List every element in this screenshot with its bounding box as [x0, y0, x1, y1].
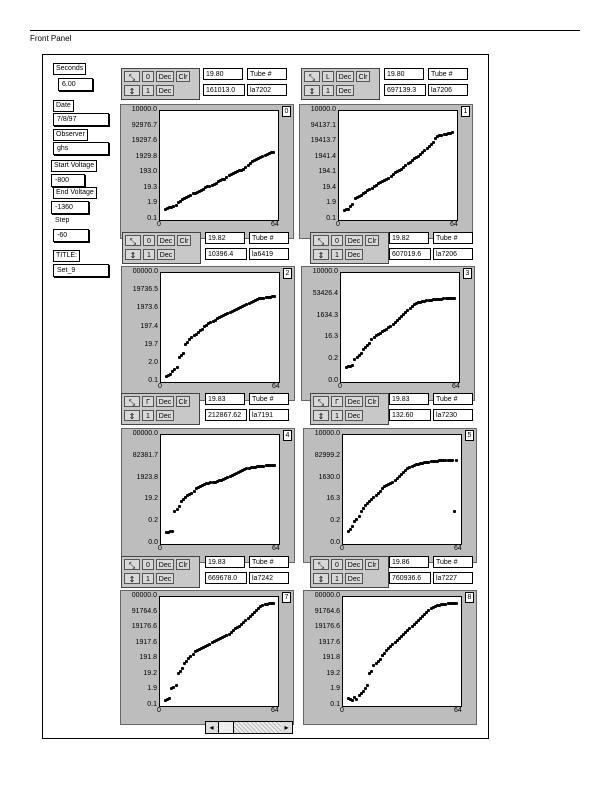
page-title: Front Panel: [30, 34, 72, 43]
y-tick-label: 0.0: [328, 377, 338, 384]
toolbar-button[interactable]: 0: [331, 235, 343, 246]
toolbar-button[interactable]: 1: [142, 573, 154, 584]
x-tick-label: 0: [338, 383, 342, 390]
graph-toolbar: [121, 393, 200, 425]
y-tick-label: 19.4: [322, 183, 336, 191]
data-point: [451, 459, 454, 462]
data-point: [360, 510, 363, 513]
data-point: [351, 203, 354, 206]
tube-label: Tube #: [433, 393, 473, 405]
data-point: [379, 658, 382, 661]
pan-icon[interactable]: ⇕: [313, 410, 329, 421]
graph-toolbar: [310, 232, 389, 264]
y-tick-label: 0.1: [147, 215, 157, 222]
y-tick-label: 0.1: [326, 215, 336, 222]
pan-icon[interactable]: ⇕: [124, 85, 140, 96]
toolbar-button[interactable]: L: [322, 71, 334, 82]
tube-label: Tube #: [249, 556, 289, 568]
x-tick-label: 0: [158, 545, 162, 552]
y-tick-label: 91764.6: [131, 607, 157, 615]
title-input[interactable]: Set_9: [53, 264, 109, 277]
graph-chart: [299, 104, 473, 239]
toolbar-button[interactable]: 1: [331, 410, 343, 421]
toolbar-button[interactable]: 1: [322, 85, 334, 96]
y-tick-label: 19.2: [144, 495, 158, 503]
x-tick-label: 64: [450, 221, 458, 228]
data-point: [358, 515, 361, 518]
data-point: [362, 690, 365, 693]
zoom-icon[interactable]: ⤡: [124, 71, 140, 82]
graph-index: 2: [283, 268, 292, 279]
y-tick-label: 1.9: [147, 199, 157, 207]
y-tick-label: 82381.7: [132, 451, 158, 459]
pan-icon[interactable]: ⇕: [304, 85, 320, 96]
date-input[interactable]: 7/8/97: [53, 113, 109, 126]
reading-field[interactable]: 10396.4: [205, 248, 247, 260]
data-point: [451, 131, 454, 134]
y-tick-label: 1.9: [330, 685, 340, 693]
graph-toolbar: [121, 556, 200, 588]
tube-id-field[interactable]: la7191: [249, 409, 289, 421]
y-tick-label: 19.2: [143, 669, 157, 677]
y-tick-label: 82999.2: [314, 451, 340, 459]
y-tick-label: 191.8: [322, 654, 340, 662]
tube-id-field[interactable]: la7230: [433, 409, 473, 421]
toolbar-button[interactable]: Clr: [176, 396, 190, 407]
y-tick-label: 1.9: [147, 685, 157, 693]
reading-field[interactable]: 760936.6: [389, 572, 431, 584]
header-rule: [30, 30, 580, 31]
x-tick-label: 0: [157, 221, 161, 228]
toolbar-button[interactable]: Dec: [156, 396, 174, 407]
date-label: Date: [53, 100, 74, 112]
plot-area: [160, 272, 280, 383]
y-tick-label: 00000.0: [131, 592, 157, 599]
data-point: [355, 698, 358, 701]
graph-index: 7: [282, 592, 291, 603]
y-tick-label: 0.2: [148, 517, 158, 525]
tube-label: Tube #: [249, 393, 289, 405]
y-tick-label: 19.7: [144, 340, 158, 348]
y-tick-label: 10000.0: [131, 106, 157, 113]
graph-index: 8: [465, 592, 474, 603]
data-point: [272, 602, 275, 605]
graph-chart: [120, 590, 294, 725]
y-tick-label: 1929.8: [135, 152, 157, 160]
step-input[interactable]: -60: [53, 229, 89, 242]
y-tick-label: 94137.1: [310, 121, 336, 129]
tube-id-field[interactable]: la7206: [433, 248, 473, 260]
y-tick-label: 53426.4: [312, 289, 338, 297]
reading-field[interactable]: 669678.0: [205, 572, 247, 584]
x-tick-label: 64: [454, 707, 462, 714]
plot-area: [159, 110, 279, 221]
data-point: [455, 459, 458, 462]
toolbar-button[interactable]: Dec: [345, 559, 363, 570]
tube-id-field[interactable]: la7206: [428, 84, 468, 96]
plot-area: [338, 110, 458, 221]
toolbar-button[interactable]: 0: [143, 235, 155, 246]
scroll-thumb[interactable]: [218, 722, 234, 733]
data-point: [364, 687, 367, 690]
data-point: [175, 684, 178, 687]
graph-index: 0: [282, 106, 291, 117]
plot-area: [159, 596, 279, 707]
y-tick-label: 0.1: [148, 377, 158, 384]
y-tick-label: 194.1: [318, 168, 336, 176]
y-tick-label: 91764.6: [314, 607, 340, 615]
y-tick-label: 19736.5: [132, 286, 158, 294]
x-tick-label: 0: [340, 545, 344, 552]
y-tick-label: 1941.4: [314, 152, 336, 160]
reading-field[interactable]: 697139.3: [384, 84, 426, 96]
graph-chart: [120, 104, 294, 239]
zoom-icon[interactable]: ⤡: [313, 559, 329, 570]
x-tick-label: 0: [336, 221, 340, 228]
tube-label: Tube #: [249, 232, 289, 244]
toolbar-button[interactable]: Dec: [336, 85, 354, 96]
reading-field[interactable]: 607019.6: [389, 248, 431, 260]
graph-toolbar: [301, 68, 380, 100]
y-tick-label: 92976.7: [131, 121, 157, 129]
tube-label: Tube #: [428, 68, 468, 80]
data-point: [181, 667, 184, 670]
time-field[interactable]: 19.86: [389, 556, 429, 568]
x-tick-label: 0: [158, 383, 162, 390]
plot-area: [342, 434, 462, 545]
data-point: [272, 151, 275, 154]
data-point: [351, 525, 354, 528]
data-point: [360, 352, 363, 355]
pan-icon[interactable]: ⇕: [124, 410, 140, 421]
horizontal-scrollbar[interactable]: [205, 721, 293, 734]
data-point: [368, 342, 371, 345]
observer-label: Observer: [53, 129, 88, 141]
x-tick-label: 64: [271, 221, 279, 228]
data-point: [178, 505, 181, 508]
toolbar-button[interactable]: Dec: [156, 85, 174, 96]
toolbar-button[interactable]: Clr: [365, 396, 379, 407]
toolbar-button[interactable]: Dec: [156, 71, 174, 82]
seconds-label: Seconds: [53, 63, 86, 75]
time-field[interactable]: 19.82: [205, 232, 245, 244]
data-point: [179, 670, 182, 673]
y-tick-label: 10000.0: [310, 106, 336, 113]
graph-chart: [121, 428, 295, 563]
data-point: [175, 204, 178, 207]
tube-label: Tube #: [433, 232, 473, 244]
toolbar-button[interactable]: 1: [331, 249, 343, 260]
y-tick-label: 00000.0: [132, 430, 158, 437]
reading-field[interactable]: 161013.0: [203, 84, 245, 96]
data-point: [355, 518, 358, 521]
y-tick-label: 00000.0: [132, 268, 158, 275]
pan-icon[interactable]: ⇕: [313, 573, 329, 584]
toolbar-button[interactable]: Γ: [331, 396, 343, 407]
toolbar-button[interactable]: Dec: [345, 249, 363, 260]
x-tick-label: 0: [157, 707, 161, 714]
tube-id-field[interactable]: la7242: [249, 572, 289, 584]
plot-area: [340, 272, 460, 383]
y-tick-label: 19297.6: [131, 137, 157, 145]
end-voltage-input[interactable]: -1360: [51, 201, 89, 214]
step-label: Step: [55, 217, 70, 224]
x-tick-label: 64: [272, 545, 280, 552]
data-point: [176, 508, 179, 511]
x-tick-label: 0: [340, 707, 344, 714]
data-point: [171, 530, 174, 533]
toolbar-button[interactable]: Dec: [345, 235, 363, 246]
toolbar-button[interactable]: 1: [142, 85, 154, 96]
reading-field[interactable]: 212867.62: [205, 409, 247, 421]
data-point: [453, 510, 456, 513]
y-tick-label: 1923.8: [136, 473, 158, 481]
graph-index: 1: [461, 106, 470, 117]
toolbar-button[interactable]: Dec: [345, 396, 363, 407]
toolbar-button[interactable]: 0: [142, 71, 154, 82]
graph-index: 3: [463, 268, 472, 279]
data-point: [366, 684, 369, 687]
zoom-icon[interactable]: ⤡: [124, 559, 140, 570]
zoom-icon[interactable]: ⤡: [313, 235, 329, 246]
y-tick-label: 19176.6: [131, 623, 157, 631]
y-tick-label: 00000.0: [314, 592, 340, 599]
data-point: [370, 670, 373, 673]
toolbar-button[interactable]: Dec: [156, 410, 174, 421]
reading-field[interactable]: 132.60: [389, 409, 431, 421]
data-point: [169, 373, 172, 376]
tube-id-field[interactable]: la7227: [433, 572, 473, 584]
data-point: [185, 660, 188, 663]
graph-chart: [301, 266, 475, 401]
data-point: [347, 208, 350, 211]
data-point: [186, 341, 189, 344]
y-tick-label: 1630.0: [318, 473, 340, 481]
toolbar-button[interactable]: Clr: [365, 235, 379, 246]
observer-input[interactable]: ghs: [53, 142, 109, 155]
toolbar-button[interactable]: Dec: [156, 559, 174, 570]
scroll-left-icon[interactable]: ◂: [206, 722, 217, 733]
graph-toolbar: [121, 68, 200, 100]
x-tick-label: 64: [452, 383, 460, 390]
y-tick-label: 0.1: [330, 701, 340, 708]
y-tick-label: 10000.0: [314, 430, 340, 437]
time-field[interactable]: 19.80: [384, 68, 424, 80]
data-point: [432, 141, 435, 144]
toolbar-button[interactable]: Γ: [142, 396, 154, 407]
graph-index: 4: [283, 430, 292, 441]
toolbar-button[interactable]: Dec: [157, 235, 175, 246]
time-field[interactable]: 19.83: [205, 556, 245, 568]
data-point: [351, 364, 354, 367]
y-tick-label: 2.0: [148, 358, 158, 366]
y-tick-label: 197.4: [140, 322, 158, 330]
toolbar-button[interactable]: 1: [331, 573, 343, 584]
time-field[interactable]: 19.82: [389, 232, 429, 244]
y-tick-label: 16.3: [324, 333, 338, 341]
seconds-input[interactable]: 6.00: [58, 78, 93, 91]
tube-label: Tube #: [247, 68, 287, 80]
data-point: [362, 507, 365, 510]
y-tick-label: 1.9: [326, 199, 336, 207]
toolbar-button[interactable]: Clr: [177, 235, 191, 246]
tube-label: Tube #: [433, 556, 473, 568]
toolbar-button[interactable]: Dec: [345, 573, 363, 584]
data-point: [349, 528, 352, 531]
toolbar-button[interactable]: Clr: [356, 71, 370, 82]
y-tick-label: 0.0: [148, 539, 158, 546]
toolbar-button[interactable]: 0: [142, 559, 154, 570]
start-voltage-input[interactable]: -800: [51, 174, 85, 187]
data-point: [273, 295, 276, 298]
data-point: [453, 297, 456, 300]
graph-toolbar: [310, 393, 389, 425]
y-tick-label: 10000.0: [312, 268, 338, 275]
y-tick-label: 1973.6: [136, 304, 158, 312]
plot-area: [160, 434, 280, 545]
y-tick-label: 0.2: [330, 517, 340, 525]
start-voltage-label: Start Voltage: [51, 160, 97, 172]
toolbar-button[interactable]: Clr: [176, 71, 190, 82]
toolbar-button[interactable]: Dec: [157, 249, 175, 260]
toolbar-button[interactable]: Clr: [365, 559, 379, 570]
toolbar-button[interactable]: Dec: [336, 71, 354, 82]
graph-toolbar: [122, 232, 201, 264]
y-tick-label: 19.2: [326, 669, 340, 677]
y-tick-label: 19.3: [143, 183, 157, 191]
time-field[interactable]: 19.80: [203, 68, 243, 80]
toolbar-button[interactable]: 0: [331, 559, 343, 570]
plot-area: [342, 596, 462, 707]
end-voltage-label: End Voltage: [53, 187, 97, 199]
y-tick-label: 16.3: [326, 495, 340, 503]
data-point: [176, 366, 179, 369]
data-point: [455, 602, 458, 605]
zoom-icon[interactable]: ⤡: [304, 71, 320, 82]
graph-chart: [121, 266, 295, 401]
zoom-icon[interactable]: ⤡: [124, 396, 140, 407]
y-tick-label: 0.0: [330, 539, 340, 546]
pan-icon[interactable]: ⇕: [124, 573, 140, 584]
toolbar-button[interactable]: 1: [143, 249, 155, 260]
data-point: [168, 697, 171, 700]
toolbar-button[interactable]: Dec: [156, 573, 174, 584]
tube-id-field[interactable]: la7202: [247, 84, 287, 96]
pan-icon[interactable]: ⇕: [125, 249, 141, 260]
time-field[interactable]: 19.83: [389, 393, 429, 405]
toolbar-button[interactable]: 1: [142, 410, 154, 421]
y-tick-label: 19176.6: [314, 623, 340, 631]
x-tick-label: 64: [454, 545, 462, 552]
data-point: [351, 699, 354, 702]
x-tick-label: 64: [271, 707, 279, 714]
toolbar-button[interactable]: Clr: [176, 559, 190, 570]
y-tick-label: 191.8: [139, 654, 157, 662]
zoom-icon[interactable]: ⤡: [313, 396, 329, 407]
toolbar-button[interactable]: Dec: [345, 410, 363, 421]
graph-toolbar: [310, 556, 389, 588]
graph-chart: [303, 428, 477, 563]
y-tick-label: 0.1: [147, 701, 157, 708]
y-tick-label: 1634.3: [316, 311, 338, 319]
zoom-icon[interactable]: ⤡: [125, 235, 141, 246]
title-label: TITLE:: [53, 250, 80, 262]
y-tick-label: 1917.6: [135, 638, 157, 646]
scroll-right-icon[interactable]: ▸: [281, 722, 292, 733]
data-point: [182, 352, 185, 355]
graph-chart: [303, 590, 477, 725]
graph-index: 5: [465, 430, 474, 441]
tube-id-field[interactable]: la6419: [249, 248, 289, 260]
data-point: [273, 464, 276, 467]
y-tick-label: 193.0: [139, 168, 157, 176]
x-tick-label: 64: [272, 383, 280, 390]
pan-icon[interactable]: ⇕: [313, 249, 329, 260]
y-tick-label: 0.2: [328, 355, 338, 363]
time-field[interactable]: 19.83: [205, 393, 245, 405]
y-tick-label: 1917.6: [318, 638, 340, 646]
y-tick-label: 19413.7: [310, 137, 336, 145]
